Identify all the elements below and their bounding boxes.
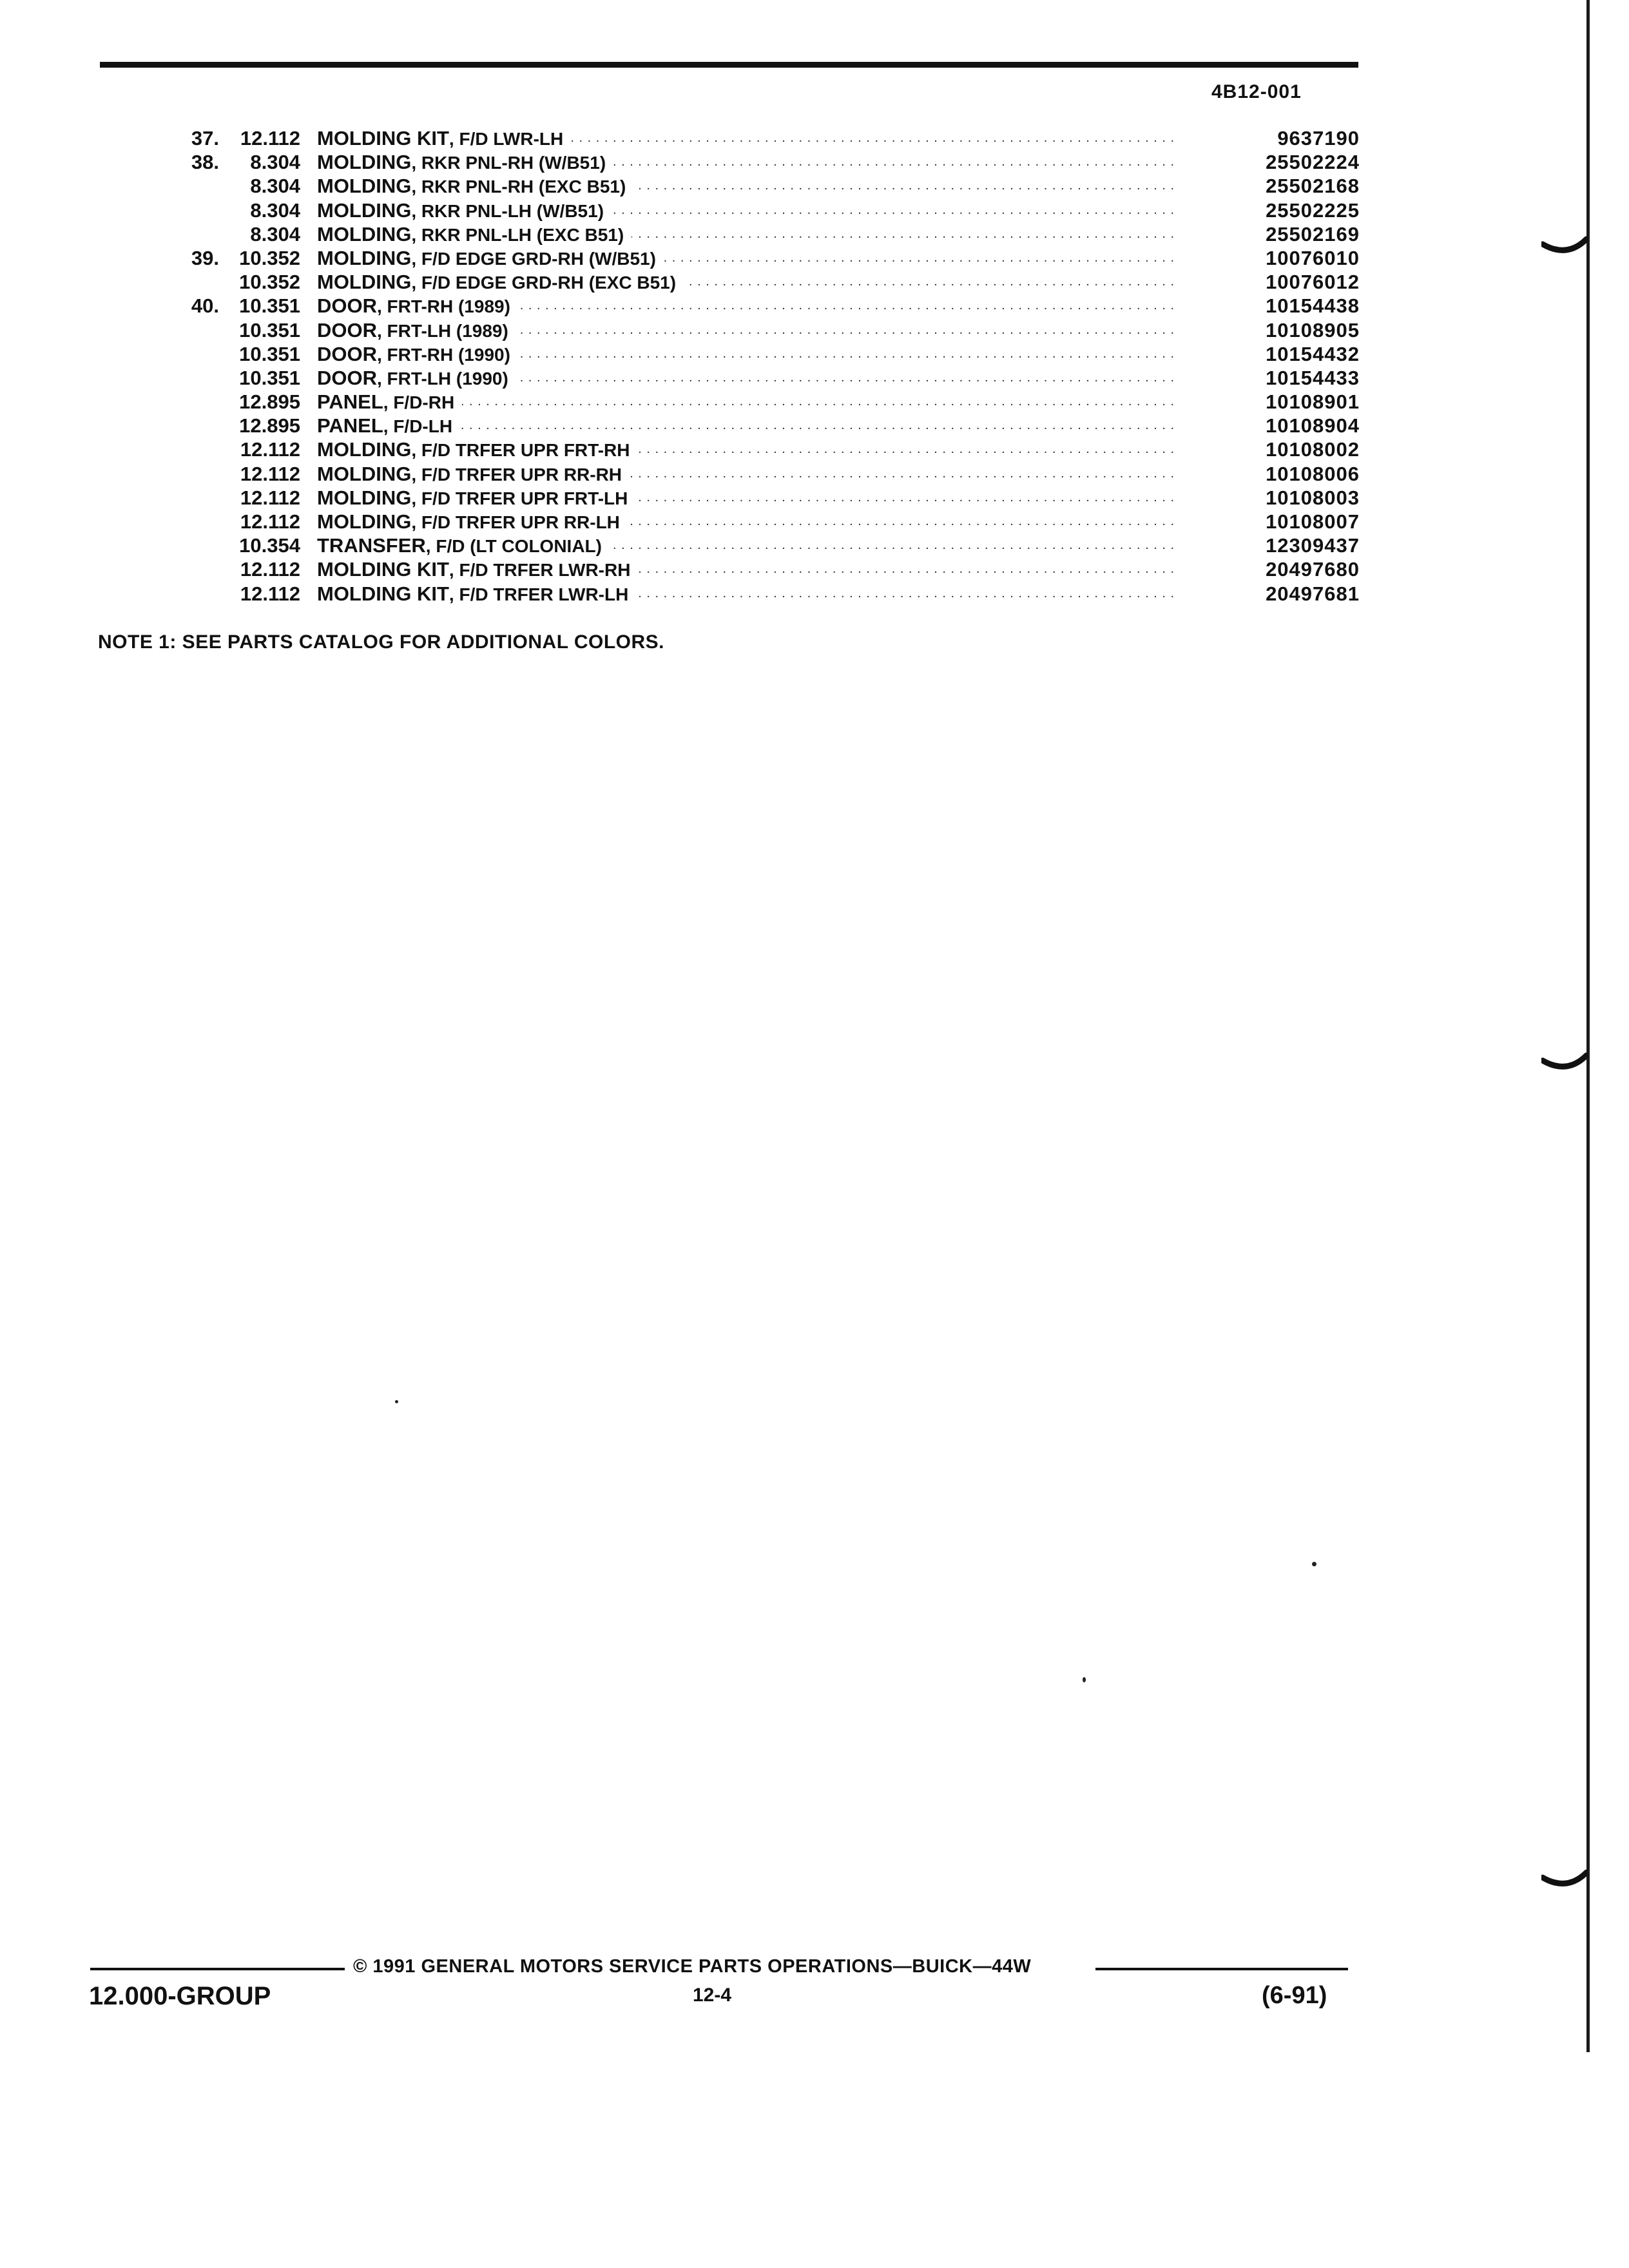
part-number: 10108901: [1266, 390, 1360, 414]
group-number: 8.304: [250, 198, 300, 222]
group-number: 12.112: [240, 510, 300, 533]
figure-number: 37.: [191, 127, 219, 149]
footer-copyright: © 1991 GENERAL MOTORS SERVICE PARTS OPERATIONS—BUICK—44W: [353, 1956, 1032, 1977]
parts-row: [129, 557, 1360, 581]
part-name: DOOR: [317, 366, 377, 389]
part-number: 10108007: [1266, 510, 1360, 533]
part-number: 10108003: [1266, 486, 1360, 509]
group-number: 12.112: [240, 486, 300, 509]
part-description: [317, 582, 1179, 606]
part-detail: , F/D LWR-LH: [448, 129, 564, 149]
part-number: 10154433: [1266, 366, 1360, 389]
part-description: [317, 486, 1179, 510]
parts-row: [129, 462, 1360, 486]
part-detail: , RKR PNL-LH (W/B51): [411, 200, 604, 221]
part-detail: , FRT-LH (1990): [377, 368, 508, 389]
parts-row: [129, 342, 1360, 366]
part-number: 25502169: [1266, 222, 1360, 245]
part-description: [317, 533, 1179, 558]
group-number: 10.351: [239, 294, 300, 318]
part-name: MOLDING: [317, 246, 412, 269]
part-name: DOOR: [317, 318, 377, 341]
parts-row: [129, 198, 1360, 222]
group-number: 12.112: [240, 462, 300, 485]
part-detail: , RKR PNL-RH (EXC B51): [411, 177, 626, 197]
part-name: MOLDING: [317, 486, 412, 509]
part-detail: , F/D EDGE GRD-RH (W/B51): [411, 248, 656, 269]
part-number: 10076012: [1266, 271, 1360, 294]
part-detail: , RKR PNL-RH (W/B51): [411, 153, 606, 173]
part-detail: , F/D-LH: [383, 416, 453, 437]
part-number: 20497680: [1266, 558, 1360, 581]
part-description: [317, 437, 1179, 462]
part-description: [317, 510, 1179, 534]
footer-rule-left: [90, 1968, 345, 1970]
part-description: [317, 246, 1179, 271]
group-number: 12.112: [240, 438, 300, 461]
part-description: [317, 270, 1179, 294]
part-name: MOLDING: [317, 271, 412, 294]
part-detail: , F/D TRFER LWR-RH: [448, 560, 631, 581]
part-name: PANEL: [317, 414, 383, 437]
part-description: [317, 198, 1179, 223]
part-description: [317, 414, 1179, 438]
part-detail: , F/D-RH: [383, 392, 455, 413]
part-number: 9637190: [1277, 127, 1360, 149]
parts-row: [129, 366, 1360, 390]
footer-page-number: 12-4: [693, 1984, 732, 2006]
part-number: 10108904: [1266, 414, 1360, 437]
part-number: 20497681: [1266, 582, 1360, 605]
part-name: DOOR: [317, 342, 377, 365]
binding-edge: [1586, 0, 1590, 2052]
part-name: MOLDING: [317, 438, 412, 461]
parts-row: [129, 414, 1360, 437]
part-name: MOLDING: [317, 175, 412, 198]
part-number: 10108002: [1266, 438, 1360, 461]
part-number: 12309437: [1266, 534, 1360, 557]
binder-ring-icon: [1541, 1869, 1588, 1894]
group-number: 8.304: [250, 151, 300, 174]
part-number: 10076010: [1266, 246, 1360, 269]
parts-row: [129, 533, 1360, 557]
part-number: 10154432: [1266, 342, 1360, 365]
parts-row: [129, 294, 1360, 318]
part-detail: , FRT-RH (1989): [377, 296, 510, 317]
part-description: [317, 318, 1179, 343]
scan-speck: [1083, 1677, 1086, 1682]
part-name: MOLDING: [317, 462, 412, 485]
part-description: [317, 462, 1179, 486]
parts-list: [129, 126, 1360, 606]
part-number: 25502168: [1266, 175, 1360, 198]
parts-row: [129, 486, 1360, 510]
part-description: [317, 174, 1179, 198]
group-number: 12.895: [239, 390, 300, 414]
part-detail: , F/D EDGE GRD-RH (EXC B51): [411, 273, 677, 293]
scan-speck: [1312, 1562, 1316, 1566]
part-description: [317, 366, 1179, 390]
part-description: [317, 557, 1179, 582]
group-number: 10.351: [239, 318, 300, 341]
part-description: [317, 390, 1179, 414]
footer-revision-date: (6-91): [1262, 1982, 1327, 2009]
group-number: 10.354: [239, 534, 300, 557]
scan-speck: [395, 1400, 398, 1403]
part-name: PANEL: [317, 390, 383, 414]
part-name: MOLDING KIT: [317, 558, 449, 581]
parts-row: [129, 246, 1360, 270]
parts-row: [129, 390, 1360, 414]
part-name: MOLDING KIT: [317, 582, 449, 605]
part-name: MOLDING: [317, 222, 412, 245]
catalog-note: NOTE 1: SEE PARTS CATALOG FOR ADDITIONAL COLORS.: [98, 631, 665, 653]
part-number: 10154438: [1266, 294, 1360, 318]
parts-row: [129, 437, 1360, 461]
group-number: 12.112: [240, 127, 300, 149]
part-description: [317, 150, 1179, 175]
binder-ring-icon: [1541, 1052, 1588, 1077]
top-rule: [100, 62, 1358, 68]
part-number: 25502225: [1266, 198, 1360, 222]
part-detail: , RKR PNL-LH (EXC B51): [411, 224, 624, 245]
figure-number: 38.: [191, 151, 219, 174]
part-number: 25502224: [1266, 151, 1360, 174]
group-number: 10.352: [239, 271, 300, 294]
part-name: TRANSFER: [317, 534, 426, 557]
part-detail: , F/D (LT COLONIAL): [425, 536, 602, 557]
parts-row: [129, 174, 1360, 198]
part-detail: , FRT-LH (1989): [377, 320, 508, 341]
part-description: [317, 222, 1179, 247]
parts-row: [129, 126, 1360, 150]
part-detail: , F/D TRFER UPR RR-LH: [411, 512, 620, 532]
group-number: 12.895: [239, 414, 300, 437]
group-number: 10.351: [239, 366, 300, 389]
figure-number: 39.: [191, 246, 219, 269]
group-number: 12.112: [240, 558, 300, 581]
part-description: [317, 294, 1179, 318]
group-number: 12.112: [240, 582, 300, 605]
part-detail: , F/D TRFER UPR FRT-RH: [411, 440, 630, 461]
part-detail: , F/D TRFER LWR-LH: [448, 584, 629, 604]
binder-ring-icon: [1541, 235, 1588, 261]
group-number: 10.351: [239, 342, 300, 365]
part-description: [317, 126, 1179, 151]
part-description: [317, 342, 1179, 367]
parts-row: [129, 582, 1360, 606]
parts-row: [129, 510, 1360, 533]
part-detail: , FRT-RH (1990): [377, 344, 510, 365]
part-name: MOLDING: [317, 198, 412, 222]
part-name: MOLDING: [317, 510, 412, 533]
part-name: DOOR: [317, 294, 377, 318]
parts-row: [129, 150, 1360, 174]
group-number: 8.304: [250, 175, 300, 198]
parts-row: [129, 318, 1360, 342]
part-detail: , F/D TRFER UPR RR-RH: [411, 464, 622, 485]
group-number: 10.352: [239, 246, 300, 269]
part-detail: , F/D TRFER UPR FRT-LH: [411, 488, 628, 508]
footer-group-label: 12.000-GROUP: [89, 1982, 271, 2010]
part-name: MOLDING: [317, 151, 412, 174]
part-name: MOLDING KIT: [317, 127, 449, 149]
figure-number: 40.: [191, 294, 219, 318]
page-code: 4B12-001: [1211, 81, 1302, 102]
part-number: 10108905: [1266, 318, 1360, 341]
footer-rule-right: [1095, 1968, 1348, 1970]
group-number: 8.304: [250, 222, 300, 245]
parts-row: [129, 270, 1360, 294]
part-number: 10108006: [1266, 462, 1360, 485]
parts-row: [129, 222, 1360, 246]
